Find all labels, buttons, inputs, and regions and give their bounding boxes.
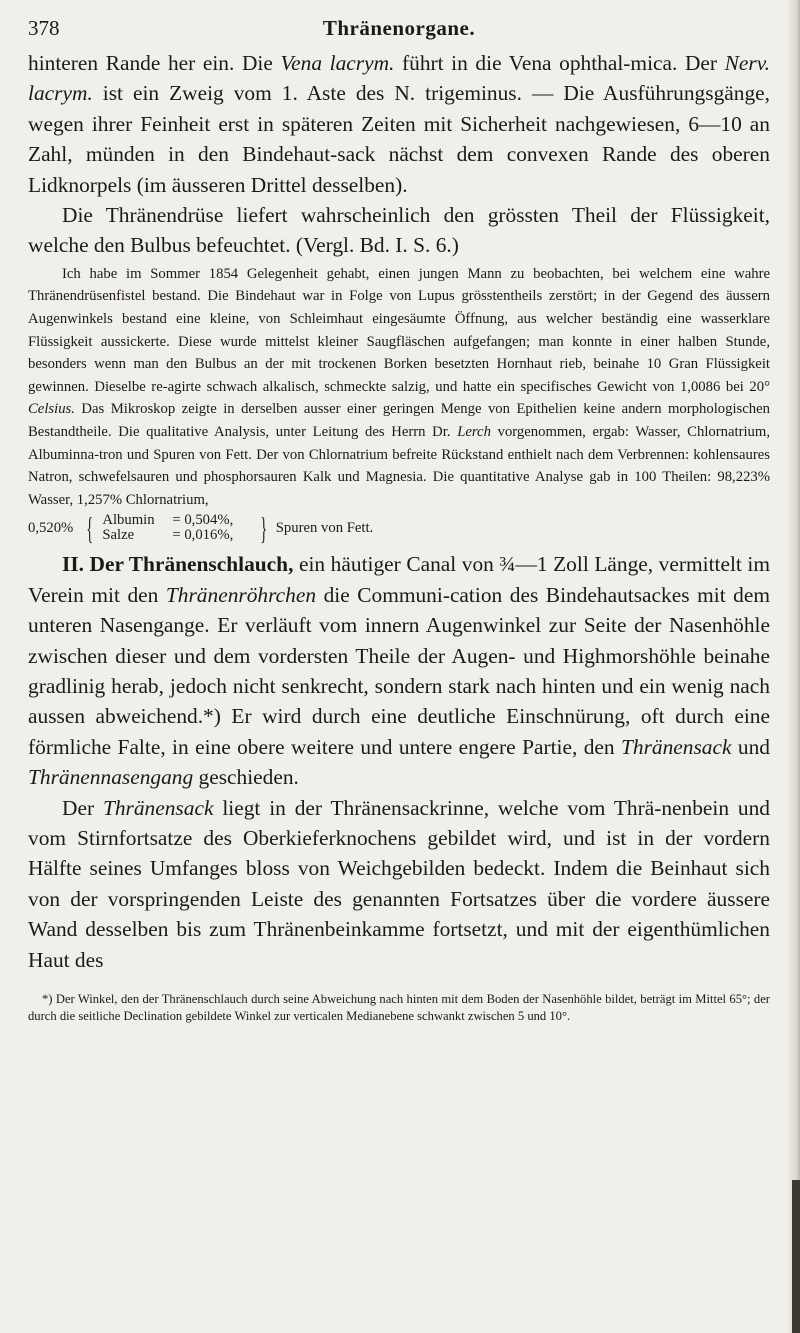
- right-brace-icon: }: [260, 510, 268, 547]
- italic-term: Thränensack: [620, 734, 732, 759]
- case-report: [28, 263, 770, 512]
- formula-label: Salze: [102, 527, 135, 544]
- formula-rows: [102, 513, 256, 543]
- footnote-text: *) Der Winkel, den der Thränenschlauch durch seine Abweichung nach hinten mit dem Boden der Nasenhöhle bildet, beträgt im Mittel 65°; der durch die seitliche Declination gebildete Winkel zur verticalen Medianebene schwankt zwischen 5 und 10°.: [28, 992, 770, 1024]
- text-run: führt in die Vena ophthal-mica. Der: [394, 51, 725, 75]
- paragraph-4: [28, 793, 770, 975]
- left-brace-icon: {: [86, 510, 94, 547]
- text-run: vorgenommen, ergab: Wasser, Chlornatrium, Albuminna-tron und Spuren von Fett. Der von Chlornatrium befreite Rückstand enthielt nach dem Verbrennen: kohlensaures Natron, schwefelsauren und phosphorsauren Kalk und Magnesia. Die quantitative Analyse gab in 100 Theilen: 98,223% Wasser, 1,257% Chlornatrium,: [28, 424, 770, 508]
- page-edge-dark: [792, 1180, 800, 1333]
- text-run: Der: [62, 795, 103, 820]
- italic-term: Celsius.: [28, 401, 75, 418]
- italic-term: Thränennasengang: [28, 765, 194, 790]
- text-run: Ich habe im Sommer 1854 Gelegenheit gehabt, einen jungen Mann zu beobachten, bei welchem eine wahre Thränendrüsenfistel bestand. Die Bindehaut war in Folge von Lupus grösstentheils zerstört; in der Gegend des äussern Augenwinkels bestand eine kleine, von Schleimhaut eingesäumte Öffnung, aus welcher beständig eine wasserklare Flüssigkeit aussickerte. Diese wurde mittelst kleiner Saugfläschen aufgefangen; man konnte in einer halben Stunde, besonders wenn man den Bulbus an der mit trockenen Borken besetzten Hornhaut rieb, beinahe 10 Gran Flüssigkeit gewinnen. Dieselbe re-agirte schwach alkalisch, schmeckte salzig, und hatte ein specifisches Gewicht von 1,0086 bei 20°: [28, 265, 770, 395]
- case-report-paragraph: [28, 263, 770, 512]
- formula-value: = 0,016%,: [172, 527, 234, 544]
- italic-term: Vena lacrym.: [280, 51, 395, 75]
- formula-row-albumin: [102, 513, 256, 528]
- footnote: [28, 991, 770, 1025]
- text-run: liegt in der Thränensackrinne, welche vom Thrä-nenbein und vom Stirnfortsatze des Oberkieferknochens gebildet wird, und ist in der vordern Hälfte seines Umfanges bloss von Weichgebilden bedeckt. Indem die Beinhaut sich von der vorspringenden Leiste des genannten Fortsatzes über die vordere äussere Wand desselben bis zum Thränenbeinkamme fortsetzt, und mit der eigenthümlichen Haut des: [28, 795, 770, 972]
- main-text: [28, 48, 770, 261]
- paragraph-3: [28, 549, 770, 792]
- formula-total: 0,520%: [28, 519, 74, 536]
- section-title: Der Thränenschlauch,: [84, 552, 294, 577]
- italic-term: Nerv. lacrym.: [28, 51, 770, 106]
- book-page: [28, 14, 770, 1025]
- italic-term: Lerch: [457, 424, 491, 440]
- formula-value: = 0,504%,: [172, 512, 234, 529]
- section-number: II.: [62, 552, 84, 577]
- text-run: ist ein Zweig vom 1. Aste des N. trigeminus. — Die Ausführungsgänge, wegen ihrer Feinheit erst in späteren Zeiten mit Sicherheit nachgewiesen, 6—10 an Zahl, münden in den Bindehaut-sack nächst dem convexen Rande des oberen Lidknorpels (im äusseren Drittel desselben).: [28, 81, 770, 197]
- text-run: ein häutiger Canal von ¾—1 Zoll Länge, vermittelt im Verein mit den: [28, 552, 770, 607]
- paragraph-1: [28, 48, 770, 200]
- text-run: geschieden.: [193, 765, 299, 790]
- formula-label: Albumin: [102, 512, 155, 529]
- text-run: Das Mikroskop zeigte in derselben ausser einer geringen Menge von Epithelien keine andern morphologischen Bestandtheile. Die qualitative Analysis, unter Leitung des Herrn Dr.: [28, 401, 770, 440]
- main-text-2: [28, 549, 770, 975]
- paragraph-2: Die Thränendrüse liefert wahrscheinlich den grössten Theil der Flüssigkeit, welche den Bulbus befeuchtet. (Vergl. Bd. I. S. 6.): [28, 203, 770, 258]
- page-header: [28, 14, 770, 48]
- formula-row-salze: [102, 528, 256, 543]
- text-run: hinteren Rande her ein. Die: [28, 51, 281, 75]
- analysis-formula: [28, 510, 770, 547]
- page-number: 378: [28, 16, 60, 40]
- text-run: und: [731, 734, 770, 759]
- text-run: die Communi-cation des Bindehautsackes mit dem unteren Nasengange. Er verläuft vom innern Augenwinkel zur Seite der Nasenhöhle zwischen dieser und dem vordersten Theile der Augen- und Highmorshöhle beinahe gradlinig herab, jedoch nicht senkrecht, sondern stark nach hinten und ein wenig nach aussen abweichend.*) Er wird durch eine deutliche Einschnürung, oft durch eine förmliche Falte, in eine obere weitere und untere engere Partie, den: [28, 582, 771, 759]
- running-title: Thränenorgane.: [322, 16, 476, 40]
- formula-tail: Spuren von Fett.: [275, 519, 374, 536]
- italic-term: Thränenröhrchen: [165, 582, 317, 607]
- italic-term: Thränensack: [102, 795, 214, 820]
- page-edge-shadow: [788, 0, 800, 1333]
